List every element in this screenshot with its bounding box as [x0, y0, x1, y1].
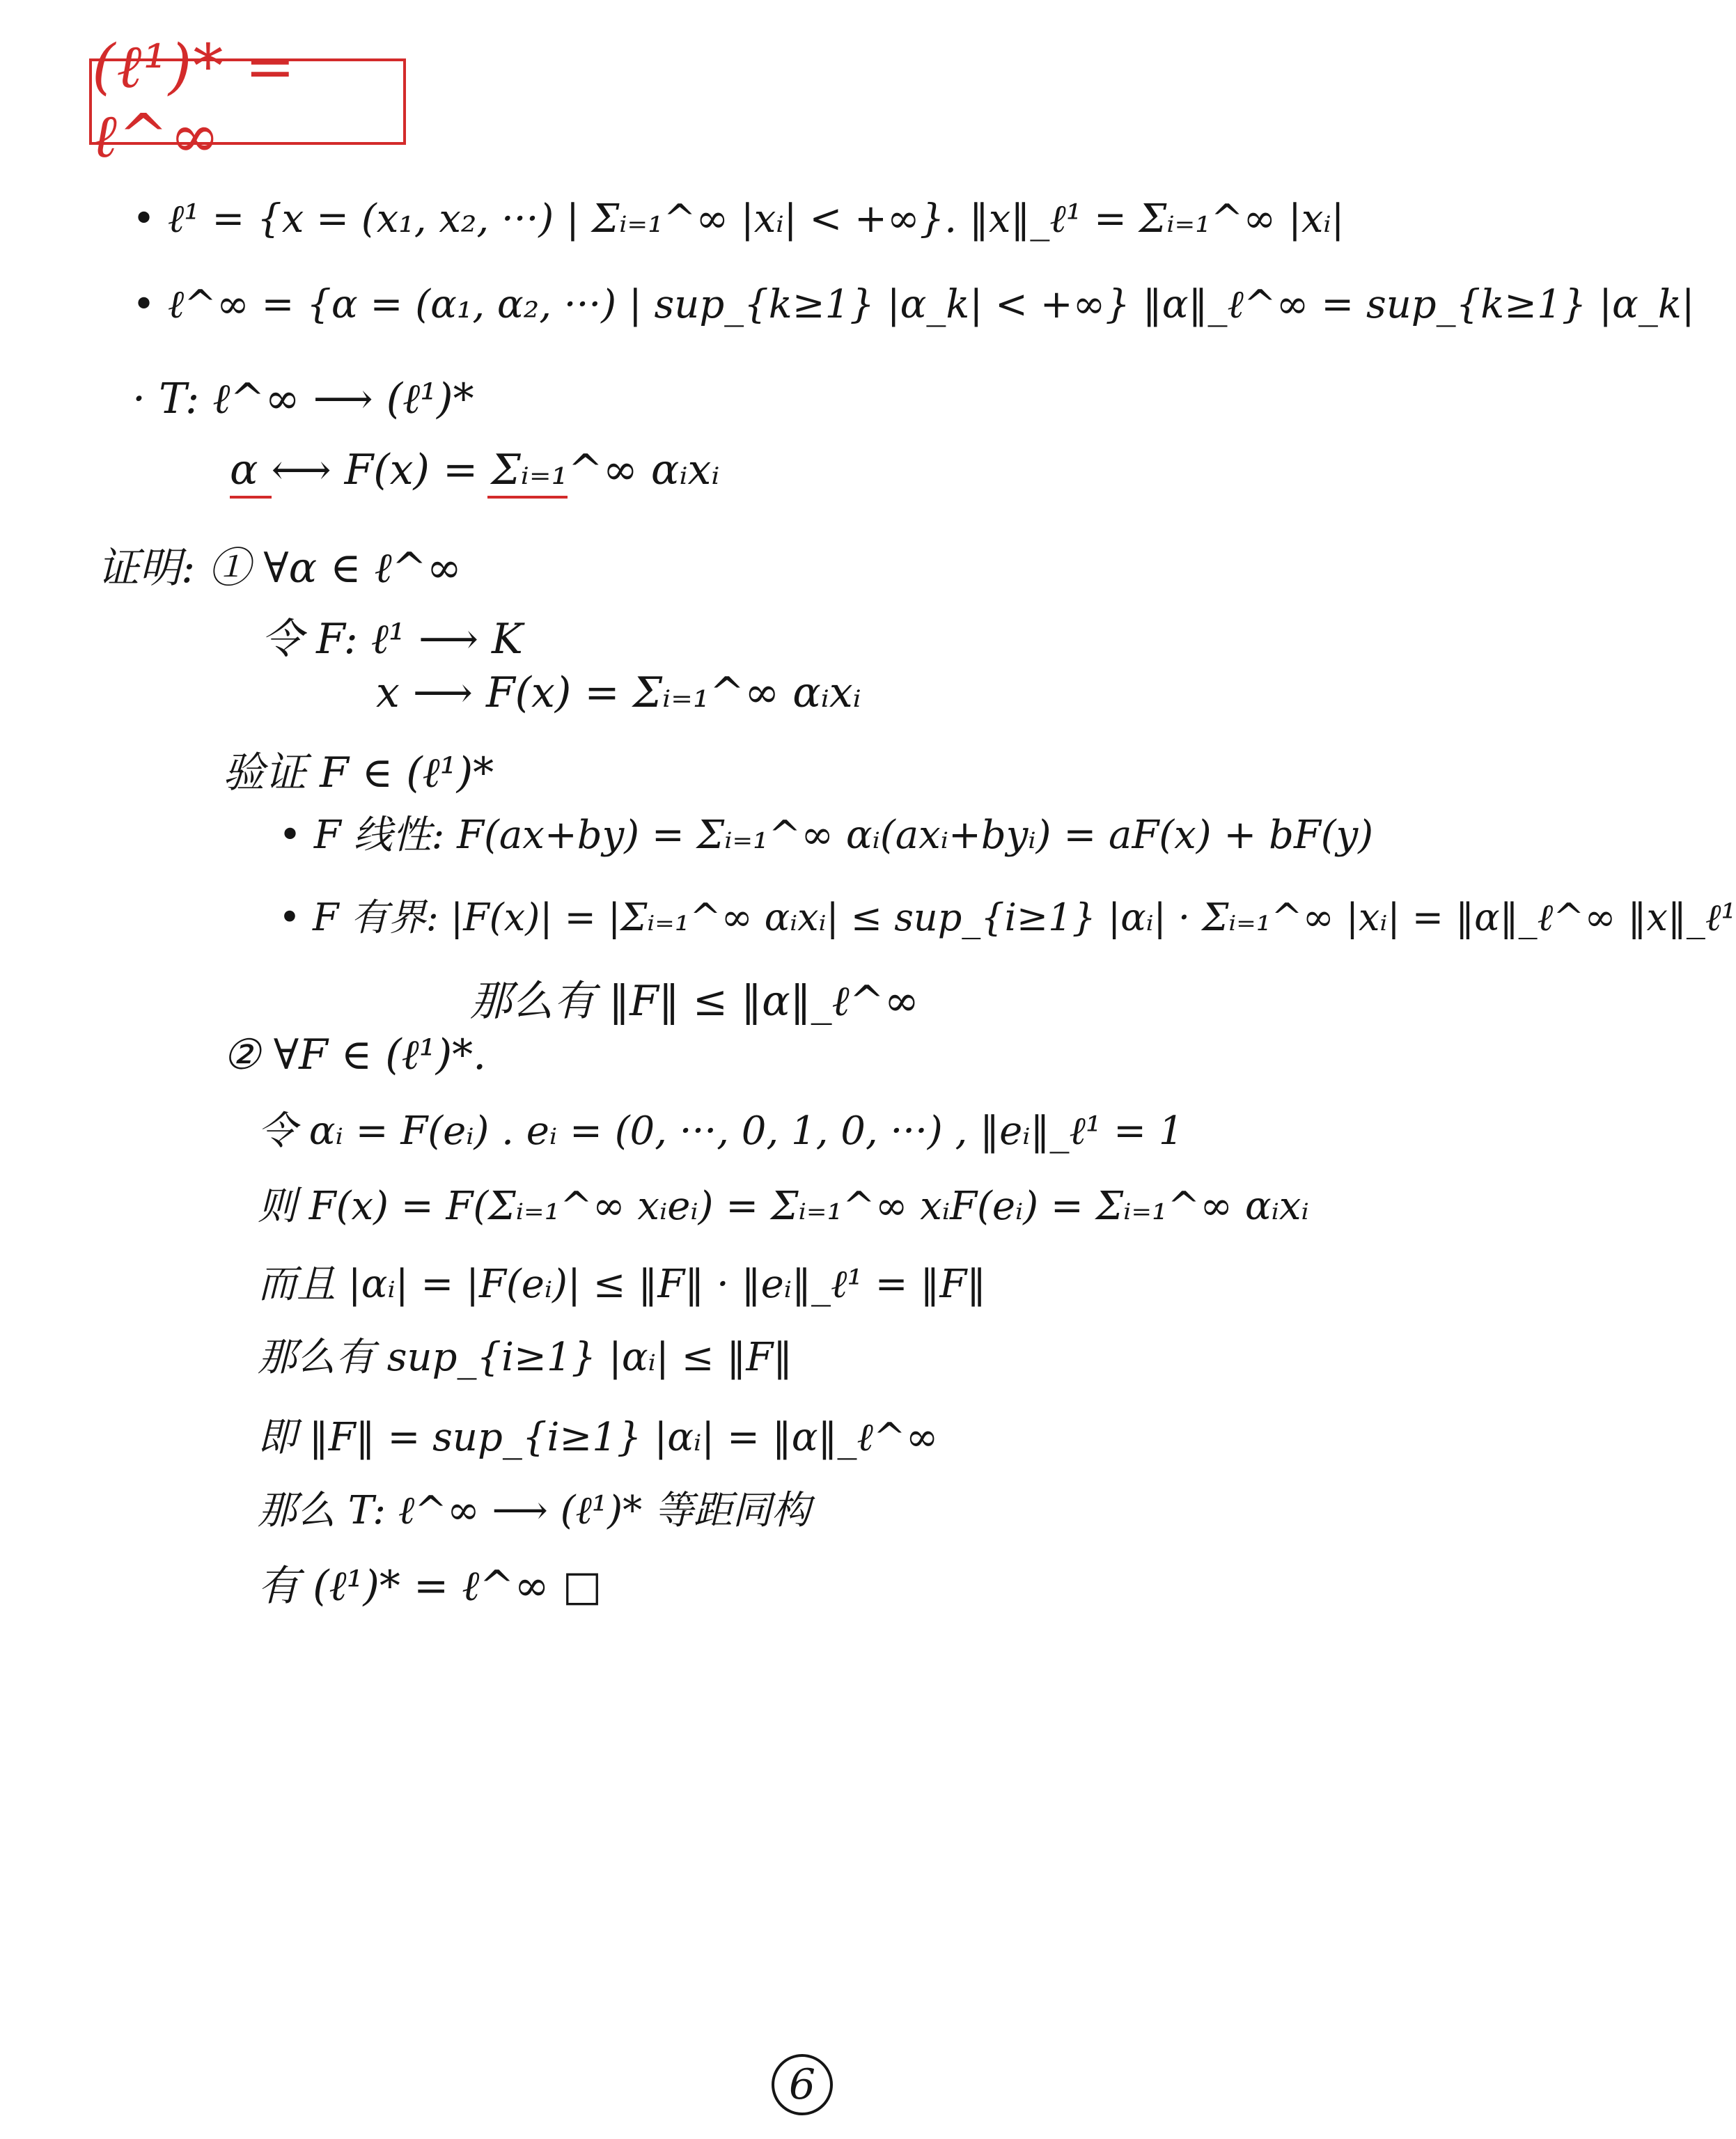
x-map: x ⟶ F(x) = Σᵢ₌₁^∞ αᵢxᵢ: [376, 668, 861, 717]
alpha-underline: [230, 496, 272, 499]
sup-bound: 那么有 sup_{i≥1} |αᵢ| ≤ ‖F‖: [258, 1335, 793, 1380]
norm-equal: 即 ‖F‖ = sup_{i≥1} |αᵢ| = ‖α‖_ℓ^∞: [258, 1415, 939, 1460]
sum-underline: [487, 496, 568, 499]
verify-F: 验证 F ∈ (ℓ¹)*: [223, 749, 494, 797]
and-alpha-bound: 而且 |αᵢ| = |F(eᵢ)| ≤ ‖F‖ · ‖eᵢ‖_ℓ¹ = ‖F‖: [258, 1262, 987, 1307]
F-bounded: • F 有界: |F(x)| = |Σᵢ₌₁^∞ αᵢxᵢ| ≤ sup_{i≥1} |αᵢ| · Σᵢ₌₁^∞ |xᵢ| = ‖α‖_ℓ^∞ ‖x‖_ℓ¹: [279, 895, 1736, 939]
definition-l1: • ℓ¹ = {x = (x₁, x₂, ···) | Σᵢ₌₁^∞ |xᵢ| < +∞}. ‖x‖_ℓ¹ = Σᵢ₌₁^∞ |xᵢ|: [132, 196, 1345, 242]
then-F-x: 则 F(x) = F(Σᵢ₌₁^∞ xᵢeᵢ) = Σᵢ₌₁^∞ xᵢF(eᵢ) = Σᵢ₌₁^∞ αᵢxᵢ: [258, 1184, 1309, 1229]
map-assignment: α ⟷ F(x) = Σᵢ₌₁^∞ αᵢxᵢ: [230, 446, 720, 494]
conclusion: 有 (ℓ¹)* = ℓ^∞ □: [258, 1562, 602, 1611]
let-alpha: 令 αᵢ = F(eᵢ) . eᵢ = (0, ···, 0, 1, 0, ···) , ‖eᵢ‖_ℓ¹ = 1: [258, 1108, 1184, 1154]
page-number: 6: [772, 2054, 833, 2115]
map-T: · T: ℓ^∞ ⟶ (ℓ¹)*: [132, 375, 474, 423]
title-box: [89, 32, 406, 171]
F-linear: • F 线性: F(ax+by) = Σᵢ₌₁^∞ αᵢ(axᵢ+byᵢ) = aF(x) + bF(y): [279, 813, 1374, 858]
let-F: 令 F: ℓ¹ ⟶ K: [261, 615, 523, 664]
proof-step-2: ② ∀F ∈ (ℓ¹)*.: [223, 1031, 487, 1079]
definition-linf: • ℓ^∞ = {α = (α₁, α₂, ···) | sup_{k≥1} |α_k| < +∞} ‖α‖_ℓ^∞ = sup_{k≥1} |α_k|: [132, 282, 1695, 327]
proof-step-1: 证明: ① ∀α ∈ ℓ^∞: [97, 544, 462, 593]
isometry: 那么 T: ℓ^∞ ⟶ (ℓ¹)* 等距同构: [258, 1488, 811, 1533]
page-title: (ℓ¹)* = ℓ^∞: [92, 32, 297, 171]
norm-bound: 那么有 ‖F‖ ≤ ‖α‖_ℓ^∞: [470, 977, 919, 1026]
